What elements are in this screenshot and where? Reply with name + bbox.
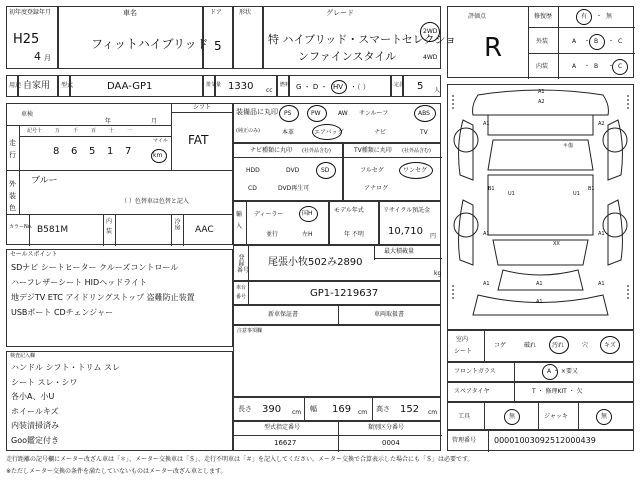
mileage-place-label: 十 — [37, 128, 43, 134]
dimensions-block — [233, 397, 441, 421]
fuel-options: G ・ D ・ — [296, 83, 328, 91]
capacity-cell — [403, 75, 441, 97]
windshield-value: A ・ ×要又 — [547, 368, 578, 375]
footnote-1: 走行距離の記号欄にメーター改ざん車は「＊」、メーター交換車は「＄」、走行不明車は「＃」を記入してください。メーター交換で合算表示した場合にも「＄」は必要です。 — [6, 456, 474, 463]
inspector-note-line: 内装清掃済み — [11, 421, 59, 430]
equip-leather: 本革 — [282, 129, 295, 136]
diagram-code-label: A1 — [536, 281, 543, 287]
usage-value: 自家用 — [23, 81, 51, 91]
equip-airbag: エアバッグ — [314, 129, 344, 136]
ext-grade-a: A — [572, 38, 577, 45]
tv-block — [343, 143, 441, 201]
seat-dirt: 汚れ — [552, 342, 565, 349]
mileage-digit: 5 — [89, 146, 96, 157]
damage-diagram-block — [447, 84, 634, 330]
seat-label-b: シート — [454, 348, 473, 355]
model-label: 型式 — [61, 82, 74, 89]
car-name: フィットハイブリッド — [91, 37, 209, 51]
diagram-code-label: XX — [553, 241, 560, 247]
displacement-unit: cc — [266, 87, 273, 94]
nav-cd: CD — [248, 185, 257, 192]
exterior-grade-label: 外装 — [536, 38, 549, 45]
interior-label-b: 装 — [106, 228, 113, 235]
seat-tear: 破れ — [524, 342, 537, 349]
capacity-label-cell — [391, 75, 403, 97]
month-unit: 月 — [44, 54, 51, 62]
equip-abs: ABS — [418, 110, 430, 117]
windshield-block — [447, 362, 634, 382]
ext-grade-c: C — [618, 38, 623, 45]
mileage-digit: 8 — [53, 146, 60, 157]
usage-cell — [18, 75, 58, 97]
mileage-note: 記号 — [27, 128, 38, 134]
tv-sub: (社外品含む) — [402, 148, 431, 154]
import-left: 左H — [302, 231, 313, 238]
evaluation-block — [447, 6, 634, 78]
diagram-code-label: B1 — [588, 186, 595, 192]
door-label: ドア — [210, 9, 222, 16]
tv-fullseg: フルセグ — [360, 167, 384, 174]
diagram-code-label: A2 — [538, 99, 545, 105]
shape-label: 形状 — [239, 9, 252, 16]
diagram-code-label: A1 — [483, 281, 490, 287]
equipment-label: 装備品に丸印 — [236, 108, 278, 116]
height-label: 高さ — [376, 405, 390, 413]
type-label: 型式指定番号 — [264, 424, 301, 431]
recycle-block — [379, 201, 441, 245]
ext-grade-dot2: ・ — [608, 38, 615, 45]
width-label: 幅 — [310, 405, 317, 413]
model-value: DAA-GP1 — [107, 81, 153, 92]
seat-hole: 穴 — [582, 342, 589, 349]
vehicle-info-block — [6, 103, 233, 245]
score-label: 評価点 — [468, 13, 487, 20]
seat-label-a: 室内 — [456, 336, 469, 343]
diagram-code-label: A1 — [483, 121, 490, 127]
tv-analog: アナログ — [364, 185, 389, 192]
seat-scratch: キズ — [604, 342, 616, 349]
ext-grade-b: B — [594, 38, 599, 45]
mileage-place-label: 一 — [127, 128, 133, 134]
interior-grade-label: 内装 — [536, 63, 549, 70]
displacement-cell — [215, 75, 277, 97]
nav-dvd-play: DVD再生可 — [278, 185, 310, 192]
width-value: 169 — [332, 404, 352, 415]
sales-point-line: ハーフレザーシート HIDヘッドライト — [11, 278, 147, 287]
mileage-place-label: 千 — [73, 128, 79, 134]
grade-label: グレード — [326, 9, 354, 17]
diagram-code-label: A1 — [536, 299, 543, 305]
nav-sub: (社外品含む) — [302, 148, 331, 154]
diagram-code-label: A1 — [598, 231, 605, 237]
equip-aw: AW — [338, 110, 348, 117]
exterior-label-b: 装 — [9, 192, 16, 200]
diagram-code-label: U1 — [573, 191, 580, 197]
sales-points-label: セールスポイント — [10, 251, 58, 258]
drive-2wd: 2WD — [423, 28, 438, 35]
registration-block — [233, 245, 441, 281]
equip-nav: ナビ — [374, 129, 387, 136]
equip-pw: PW — [311, 110, 321, 117]
first-reg-cell — [6, 6, 58, 69]
exterior-color: ブルー — [31, 176, 58, 186]
class-value: 0004 — [382, 439, 400, 447]
height-value: 152 — [400, 404, 420, 415]
grade-cell — [263, 6, 457, 69]
int-grade-b: B — [594, 63, 599, 70]
import-block — [233, 201, 329, 245]
vin-value: GP1-1219637 — [310, 288, 379, 299]
seat-burn: コゲ — [494, 342, 507, 349]
mgmt-label: 管理番号 — [452, 437, 477, 444]
model-year-label: モデル年式 — [334, 207, 364, 214]
inspector-note-line: Goo鑑定付き — [11, 435, 59, 445]
length-label: 長さ — [238, 405, 252, 413]
recycle-label: リサイクル預託金 — [383, 207, 431, 214]
spare-block — [447, 382, 634, 402]
vin-label-b: 番号 — [236, 294, 247, 300]
spare-label: スペアタイヤ — [454, 388, 490, 395]
warranty-new-car: 新車保証書 — [268, 311, 299, 318]
diagram-code-label: キ傷 — [563, 143, 574, 149]
import-parallel: 並行 — [266, 231, 279, 238]
repair-dot: ・ — [596, 13, 603, 20]
drive-4wd: 4WD — [423, 54, 438, 61]
car-diagram — [448, 85, 633, 329]
int-grade-c: C — [618, 63, 623, 70]
inspector-note-line: シート スレ・シワ — [11, 377, 78, 387]
color-no-label: カラーNo. — [9, 224, 33, 230]
inspector-note-line: ホイールキズ — [11, 406, 59, 416]
jack-label: ジャッキ — [544, 413, 568, 420]
equip-tv: TV — [420, 129, 428, 136]
mileage-digit: 6 — [71, 146, 78, 157]
sales-point-line: SDナビ シートヒーター クルーズコントロール — [11, 263, 179, 272]
tools-none: 無 — [509, 413, 516, 420]
shift-value: FAT — [188, 133, 209, 147]
nav-block — [233, 143, 343, 201]
shift-label: シフト — [193, 104, 212, 111]
repair-label: 修復歴 — [534, 13, 553, 20]
notes-block — [233, 325, 441, 397]
mileage-label-a: 走 — [9, 139, 16, 147]
registration-label-a: 登録 — [237, 254, 244, 266]
width-unit: cm — [358, 409, 368, 416]
mileage-place-label: 百 — [91, 128, 97, 134]
exterior-label-c: 色 — [9, 204, 16, 212]
mgmt-block — [447, 430, 634, 451]
tv-label: TV種類に丸印 — [354, 147, 392, 154]
sales-points-block — [6, 249, 233, 347]
first-reg-year: H25 — [13, 32, 40, 47]
mgmt-value: 00001003092512000439 — [494, 436, 596, 445]
mileage-place-label: 十 — [109, 128, 115, 134]
displacement-value: 1330 — [228, 81, 254, 92]
diagram-code-label: B1 — [488, 186, 495, 192]
diagram-code-label: A1 — [483, 231, 490, 237]
inspector-note-line: ハンドル シフト・トリム スレ — [11, 363, 121, 372]
class-label: 類別区分番号 — [368, 424, 405, 431]
spare-value: T ・ 修理KIT ・ 欠 — [532, 388, 583, 395]
repair-yes: 有 — [581, 13, 588, 20]
nav-sd: SD — [321, 167, 330, 174]
ac-value: AAC — [195, 225, 214, 235]
registration-label-b: 番号 — [237, 267, 250, 274]
repair-no: 無 — [606, 13, 613, 20]
max-load-label: 最大積載量 — [384, 248, 415, 255]
type-value: 16627 — [274, 439, 297, 447]
inspection-label: 車検 — [21, 111, 34, 118]
nav-hdd: HDD — [246, 167, 260, 174]
car-name-label: 車名 — [123, 9, 137, 17]
footnote-2: ※ただしメーター交換の条件を満たしていないものはメーター改ざん車とします。 — [6, 468, 227, 475]
fuel-cell — [289, 75, 391, 97]
first-reg-label: 初年度登録年月 — [9, 9, 52, 16]
equip-ps: PS — [284, 110, 292, 117]
nav-label: ナビ種類に丸印 — [250, 147, 293, 154]
exterior-label-a: 外 — [9, 180, 16, 188]
model-year-value: 年 不明 — [344, 231, 364, 238]
import-dealer: ディーラー — [254, 211, 284, 218]
score-value: R — [484, 33, 503, 63]
warranty-block — [233, 305, 441, 325]
type-numbers-block — [233, 421, 441, 451]
registration-value: 尾張小牧502み2890 — [268, 257, 363, 268]
inspector-note-line: 各小A、小U — [11, 392, 55, 401]
import-label-b: 入 — [236, 223, 243, 230]
diagram-code-label: A2 — [598, 121, 605, 127]
model-label-cell — [58, 75, 74, 97]
grade-line-1: 特 ハイブリッド・スマートセレクショ — [268, 33, 457, 46]
capacity-unit: 人 — [434, 87, 441, 94]
import-label-a: 輸 — [236, 211, 243, 218]
warranty-manual: 車両取扱書 — [374, 311, 405, 318]
diagram-code-label: A1 — [598, 281, 605, 287]
tools-label: 工具 — [458, 413, 471, 420]
fuel-label: 燃料 — [280, 82, 291, 88]
car-name-cell — [58, 6, 209, 69]
diagram-code-label: A1 — [538, 89, 545, 95]
inspector-notes-label: 検査記入欄 — [10, 353, 36, 359]
vin-label-a: 車台 — [236, 285, 247, 291]
tools-block — [447, 402, 634, 430]
recycle-unit: 円 — [430, 233, 437, 240]
length-unit: cm — [292, 409, 302, 416]
mileage-digit: 7 — [125, 146, 132, 157]
model-cell — [70, 75, 203, 97]
seat-block — [447, 330, 634, 362]
int-grade-dot2: ・ — [608, 63, 615, 70]
ext-grade-dot1: ・ — [584, 38, 591, 45]
recycle-amount: 10,710 — [388, 226, 423, 237]
diagram-code-label: U1 — [508, 191, 515, 197]
door-cell — [203, 6, 233, 69]
mile-label: マイル — [153, 138, 168, 144]
inspector-notes-block — [6, 351, 233, 451]
notes-label: 注意事項欄 — [237, 328, 263, 334]
int-grade-dot1: ・ — [584, 63, 591, 70]
mileage-label-b: 行 — [9, 151, 16, 159]
inspection-year-unit: 年 — [105, 118, 112, 125]
shape-cell — [233, 6, 263, 69]
fuel-label-cell — [277, 75, 289, 97]
height-unit: cm — [428, 409, 438, 416]
fuel-hv: HV — [333, 83, 344, 91]
color-no: B581M — [37, 225, 69, 235]
capacity-value: 5 — [417, 81, 424, 92]
displacement-label: 排気量 — [206, 82, 222, 88]
tv-oneseg: ワンセグ — [403, 167, 428, 174]
km-label: km — [153, 152, 163, 159]
length-value: 390 — [262, 404, 282, 415]
exterior-color-note: （ ）色替車は色替と記入 — [121, 198, 189, 205]
equip-sunroof: サンルーフ — [359, 110, 389, 117]
sales-point-line: 地デジTV ETC アイドリングストップ 盗難防止装置 — [11, 293, 195, 302]
door-count: 5 — [214, 39, 222, 53]
interior-label-a: 内 — [106, 218, 113, 225]
displacement-label-cell — [203, 75, 222, 97]
jack-none: 無 — [601, 413, 608, 420]
import-domestic: 国H — [302, 210, 313, 217]
ac-label: 冷房 — [173, 218, 180, 230]
usage-label: 用途 — [9, 82, 22, 89]
equipment-sub: (純正のみ) — [236, 128, 260, 134]
capacity-label: 定員 — [394, 82, 405, 88]
int-grade-a: A — [572, 63, 577, 70]
inspection-month-unit: 月 — [151, 118, 158, 125]
model-year-block — [329, 201, 379, 245]
sales-point-line: USBポート CDチェンジャー — [11, 308, 114, 317]
grade-line-2: ンファインスタイル — [298, 50, 397, 63]
nav-dvd: DVD — [286, 167, 300, 174]
fuel-other: ・（ ） — [350, 83, 370, 91]
vin-block — [233, 281, 441, 305]
equipment-block — [233, 103, 441, 143]
mileage-place-label: 万 — [55, 128, 61, 134]
max-load-unit: kg — [434, 270, 442, 277]
usage-label-cell — [6, 75, 22, 97]
mileage-digit: 1 — [107, 146, 114, 157]
first-reg-month: 4 — [34, 50, 41, 63]
windshield-label: フロントガラス — [454, 368, 496, 375]
